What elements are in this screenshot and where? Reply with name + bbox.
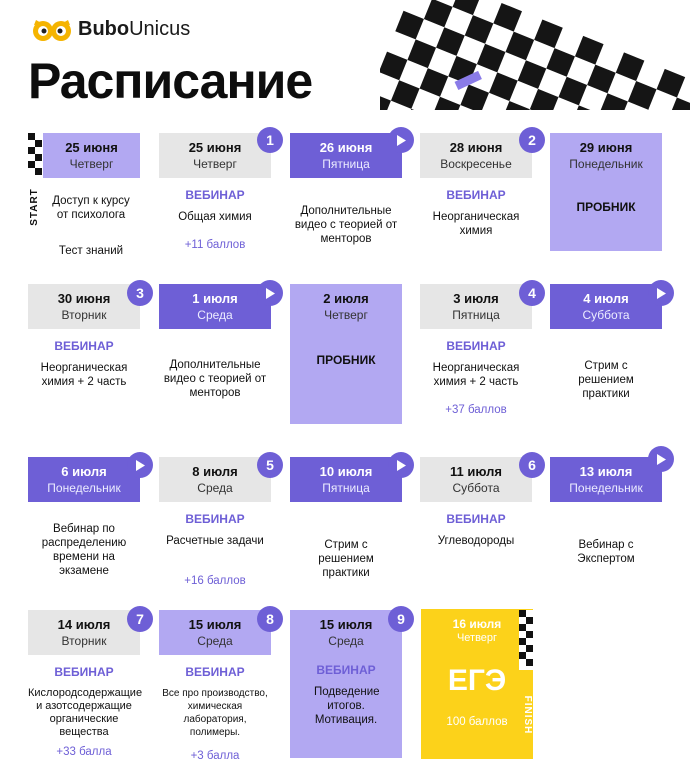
owl-logo-icon [32,14,72,44]
card-points: +37 баллов [445,404,507,416]
card-tag: ВЕБИНАР [185,665,245,679]
card-description: Общая химия [178,211,252,223]
exam-card[interactable] [421,609,533,759]
card-description: Подведение итогов. Мотивация. [314,686,380,726]
card-tag: ВЕБИНАР [185,188,245,202]
schedule-card[interactable]: 4 июля Суббота Стрим с решением практики [550,284,662,401]
card-tag: ВЕБИНАР [446,512,506,526]
start-flag-icon [28,133,42,179]
card-tag: ВЕБИНАР [446,339,506,353]
card-extra: Тест знаний [58,245,124,257]
schedule-card[interactable]: 15 июля Среда ВЕБИНАР Подведение итогов. Мотивация. [290,610,402,758]
card-points: +16 баллов [184,575,246,587]
card-points: +11 баллов [184,239,246,251]
schedule-card[interactable]: 26 июня Пятница Дополнительные видео с теорией от менторов [290,133,402,246]
schedule-card[interactable]: 13 июля Понедельник Вебинар с Экспертом [550,457,662,566]
card-tag: ВЕБИНАР [316,663,376,677]
card-mock-exam: ПРОБНИК [316,353,376,367]
play-icon[interactable] [257,280,283,306]
finish-flag-icon [519,610,533,670]
webinar-number-badge: 3 [127,280,153,306]
exam-day: Четверг [456,632,498,644]
exam-points: 100 баллов [446,716,508,728]
schedule-card[interactable]: 6 июля Понедельник Вебинар по распределению времени на экзамене [28,457,140,578]
webinar-number-badge: 6 [519,452,545,478]
schedule-card[interactable]: 8 июля Среда ВЕБИНАР Расчетные задачи +16 баллов [159,457,271,588]
card-description: Дополнительные видео с теорией от менторов [163,359,267,399]
card-mock-exam: ПРОБНИК [576,200,636,214]
card-description: Вебинар по распределению времени на экзамене [41,523,127,577]
schedule-card[interactable]: 25 июня Четверг Доступ к курсу от психолога Тест знаний [43,133,140,258]
play-icon[interactable] [388,127,414,153]
play-icon[interactable] [648,446,674,472]
card-description: Стрим с решением практики [318,539,374,579]
play-icon[interactable] [388,452,414,478]
card-description: Неорганическая химия + 2 часть [40,362,128,388]
card-description: Все про производство, химическая лаборатория, полимеры. [162,688,268,738]
card-description: Углеводороды [437,535,515,547]
webinar-number-badge: 5 [257,452,283,478]
card-points: +33 балла [56,746,112,758]
card-tag: ВЕБИНАР [446,188,506,202]
card-description: Расчетные задачи [166,535,264,547]
schedule-card[interactable]: 14 июля Вторник ВЕБИНАР Кислородсодержащие и азотсодержащие органические вещества +33 балла [28,610,140,759]
webinar-number-badge: 4 [519,280,545,306]
page-title: Расписание [28,53,313,109]
schedule-card[interactable]: 10 июля Пятница Стрим с решением практики [290,457,402,580]
brand [32,14,190,44]
schedule-card[interactable]: 2 июля Четверг ПРОБНИК [290,284,402,424]
schedule-card[interactable]: 25 июня Четверг ВЕБИНАР Общая химия +11 баллов [159,133,271,252]
schedule-card[interactable]: 1 июля Среда Дополнительные видео с теорией от менторов [159,284,271,400]
schedule-card[interactable]: 3 июля Пятница ВЕБИНАР Неорганическая химия + 2 часть +37 баллов [420,284,532,417]
webinar-number-badge: 1 [257,127,283,153]
exam-title: ЕГЭ [447,664,507,697]
card-description: Доступ к курсу от психолога [52,195,130,221]
play-icon[interactable] [127,452,153,478]
card-description: Вебинар с Экспертом [577,539,635,565]
brand-name: BuboUnicus [78,17,191,40]
card-tag: ВЕБИНАР [54,665,114,679]
schedule-card[interactable]: 11 июля Суббота ВЕБИНАР Углеводороды [420,457,532,548]
play-icon[interactable] [648,280,674,306]
schedule-card[interactable]: 29 июня Понедельник ПРОБНИК [550,133,662,251]
card-description: Стрим с решением практики [578,360,634,400]
schedule-card[interactable]: 30 июня Вторник ВЕБИНАР Неорганическая химия + 2 часть [28,284,140,389]
card-description: Неорганическая химия + 2 часть [432,362,520,388]
schedule-card[interactable]: 28 июня Воскресенье ВЕБИНАР Неорганическая химия [420,133,532,238]
start-label: START [29,188,40,226]
webinar-number-badge: 7 [127,606,153,632]
card-tag: ВЕБИНАР [54,339,114,353]
card-points: +3 балла [190,750,240,762]
webinar-number-badge: 2 [519,127,545,153]
card-tag: ВЕБИНАР [185,512,245,526]
checkered-flag-decoration [380,0,690,110]
card-description: Неорганическая химия [432,211,520,237]
card-description: Кислородсодержащие и азотсодержащие органические вещества [28,687,143,738]
schedule-card[interactable]: 15 июля Среда ВЕБИНАР Все про производство, химическая лаборатория, полимеры. +3 балла [159,610,271,763]
card-description: Дополнительные видео с теорией от менторов [294,205,398,245]
webinar-number-badge: 8 [257,606,283,632]
exam-date: 16 июля [452,617,502,631]
webinar-number-badge: 9 [388,606,414,632]
finish-label: FINISH [522,695,533,735]
